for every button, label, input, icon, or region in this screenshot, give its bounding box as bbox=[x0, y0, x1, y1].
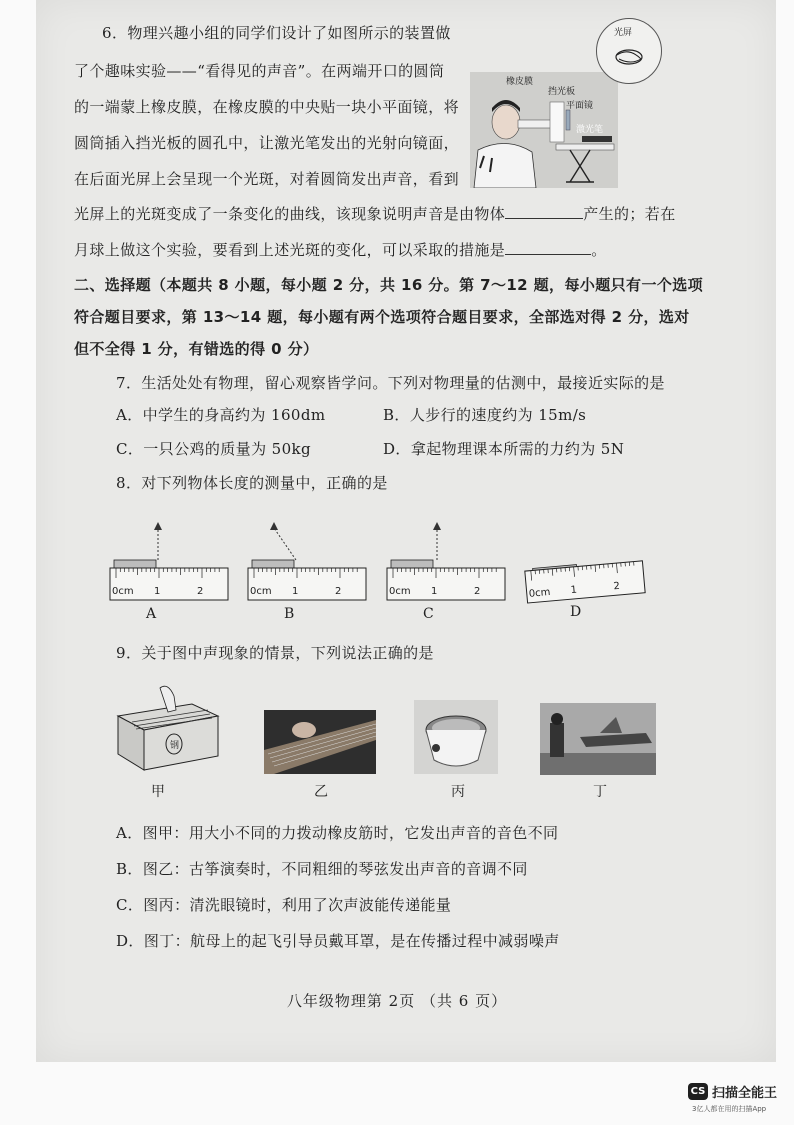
label-membrane: 橡皮膜 bbox=[506, 77, 534, 87]
q7-option-c[interactable]: C．一只公鸡的质量为 50kg bbox=[116, 440, 312, 458]
ruler-icon bbox=[385, 518, 509, 608]
ruler-tick-label: 2 bbox=[474, 586, 481, 597]
ruler-tick-label: 1 bbox=[154, 586, 161, 597]
q6-line-7-prefix: 月球上做这个实验，要看到上述光斑的变化，可以采取的措施是 bbox=[74, 241, 506, 259]
q6-answer-blank-1[interactable] bbox=[505, 217, 583, 219]
q9-image-jia-rubber-band-box bbox=[112, 682, 224, 774]
camscanner-logo-icon: CS bbox=[688, 1083, 708, 1100]
q6-line-2: 了个趣味实验——“看得见的声音”。在两端开口的圆筒 bbox=[74, 62, 445, 80]
q8-ruler-figure-a bbox=[108, 518, 232, 608]
q9-caption-bing: 丙 bbox=[451, 784, 465, 800]
ruler-tick-label: 2 bbox=[613, 580, 621, 593]
ruler-icon bbox=[524, 548, 648, 638]
q9-image-bing-glasses-cleaner bbox=[414, 700, 498, 774]
q8-stem: 8．对下列物体长度的测量中，正确的是 bbox=[116, 474, 388, 492]
q7-option-a[interactable]: A．中学生的身高约为 160dm bbox=[116, 406, 326, 424]
label-baffle: 挡光板 bbox=[548, 87, 576, 97]
q9-option-d[interactable]: D．图丁：航母上的起飞引导员戴耳罩，是在传播过程中减弱噪声 bbox=[116, 932, 560, 950]
q7-stem: 7．生活处处有物理，留心观察皆学问。下列对物理量的估测中，最接近实际的是 bbox=[116, 374, 665, 392]
q6-line-4: 圆筒插入挡光板的圆孔中，让激光笔发出的光射向镜面， bbox=[74, 134, 460, 152]
q6-line-7-suffix: 。 bbox=[591, 241, 607, 259]
camscanner-name: 扫描全能王 bbox=[712, 1086, 778, 1101]
ruler-tick-label: 0cm bbox=[528, 586, 551, 600]
q9-option-c[interactable]: C．图丙：清洗眼镜时，利用了次声波能传递能量 bbox=[116, 896, 452, 914]
q6-line-3: 的一端蒙上橡皮膜，在橡皮膜的中央贴一块小平面镜，将 bbox=[74, 98, 460, 116]
ruler-tick-label: 2 bbox=[335, 586, 342, 597]
sound-curve-icon bbox=[597, 19, 661, 83]
q6-line-6 bbox=[74, 203, 676, 224]
eye-marker-icon bbox=[433, 522, 441, 530]
q9-caption-ding: 丁 bbox=[593, 784, 607, 800]
page-footer: 八年级物理第 2页 （共 6 页） bbox=[286, 992, 508, 1010]
q6-line-6-prefix: 光屏上的光斑变成了一条变化的曲线，该现象说明声音是由物体 bbox=[74, 205, 506, 223]
q8-option-b[interactable]: B bbox=[284, 606, 295, 622]
ruler-tick-label: 1 bbox=[570, 584, 578, 597]
section-2-heading-line-2: 符合题目要求，第 13～14 题，每小题有两个选项符合题目要求，全部选对得 2 分，选对 bbox=[74, 308, 690, 326]
ruler-tick-label: 1 bbox=[431, 586, 438, 597]
q8-ruler-figure-b bbox=[246, 518, 370, 608]
q9-image-ding-carrier-deck bbox=[540, 703, 656, 775]
label-laser: 激光笔 bbox=[576, 125, 604, 135]
label-mirror: 平面镜 bbox=[566, 101, 594, 111]
q7-option-b[interactable]: B．人步行的速度约为 15m/s bbox=[383, 406, 587, 424]
q8-ruler-figure-c bbox=[385, 518, 509, 608]
q8-option-c[interactable]: C bbox=[423, 606, 434, 622]
section-2-heading-line-3: 但不全得 1 分，有错选的得 0 分） bbox=[74, 340, 319, 358]
q6-light-screen-inset bbox=[596, 18, 662, 84]
svg-text:钢: 钢 bbox=[170, 741, 180, 751]
q6-line-1: 6．物理兴趣小组的同学们设计了如图所示的装置做 bbox=[102, 24, 451, 42]
ruler-tick-label: 0cm bbox=[389, 586, 411, 597]
q8-option-d[interactable]: D bbox=[570, 604, 582, 620]
eye-marker-icon bbox=[270, 522, 278, 530]
q6-line-6-suffix: 产生的；若在 bbox=[583, 205, 676, 223]
q8-option-a[interactable]: A bbox=[146, 606, 157, 622]
q9-option-a[interactable]: A．图甲：用大小不同的力拨动橡皮筋时，它发出声音的音色不同 bbox=[116, 824, 559, 842]
q9-stem: 9．关于图中声现象的情景，下列说法正确的是 bbox=[116, 644, 434, 662]
ruler-tick-label: 0cm bbox=[112, 586, 134, 597]
q6-line-5: 在后面光屏上会呈现一个光斑，对着圆筒发出声音，看到 bbox=[74, 170, 460, 188]
eye-marker-icon bbox=[154, 522, 162, 530]
q6-experiment-photo bbox=[470, 72, 618, 188]
section-2-heading-line-1: 二、选择题（本题共 8 小题，每小题 2 分，共 16 分。第 7～12 题，每小题只有一个选项 bbox=[74, 276, 704, 294]
label-light-screen: 光屏 bbox=[614, 28, 633, 38]
ruler-tick-label: 0cm bbox=[250, 586, 272, 597]
q9-image-yi-guzheng bbox=[264, 710, 376, 774]
ruler-icon bbox=[246, 518, 370, 608]
ruler-tick-label: 2 bbox=[197, 586, 204, 597]
ruler-tick-label: 1 bbox=[292, 586, 299, 597]
ruler-icon bbox=[108, 518, 232, 608]
q9-caption-yi: 乙 bbox=[314, 784, 328, 800]
camscanner-tagline: 3亿人都在用的扫描App bbox=[692, 1105, 767, 1113]
q6-answer-blank-2[interactable] bbox=[505, 253, 591, 255]
q6-line-7 bbox=[74, 239, 607, 260]
q9-caption-jia: 甲 bbox=[151, 784, 165, 800]
q8-ruler-figure-d bbox=[524, 548, 648, 638]
q9-option-b[interactable]: B．图乙：古筝演奏时，不同粗细的琴弦发出声音的音调不同 bbox=[116, 860, 528, 878]
q7-option-d[interactable]: D．拿起物理课本所需的力约为 5N bbox=[383, 440, 625, 458]
